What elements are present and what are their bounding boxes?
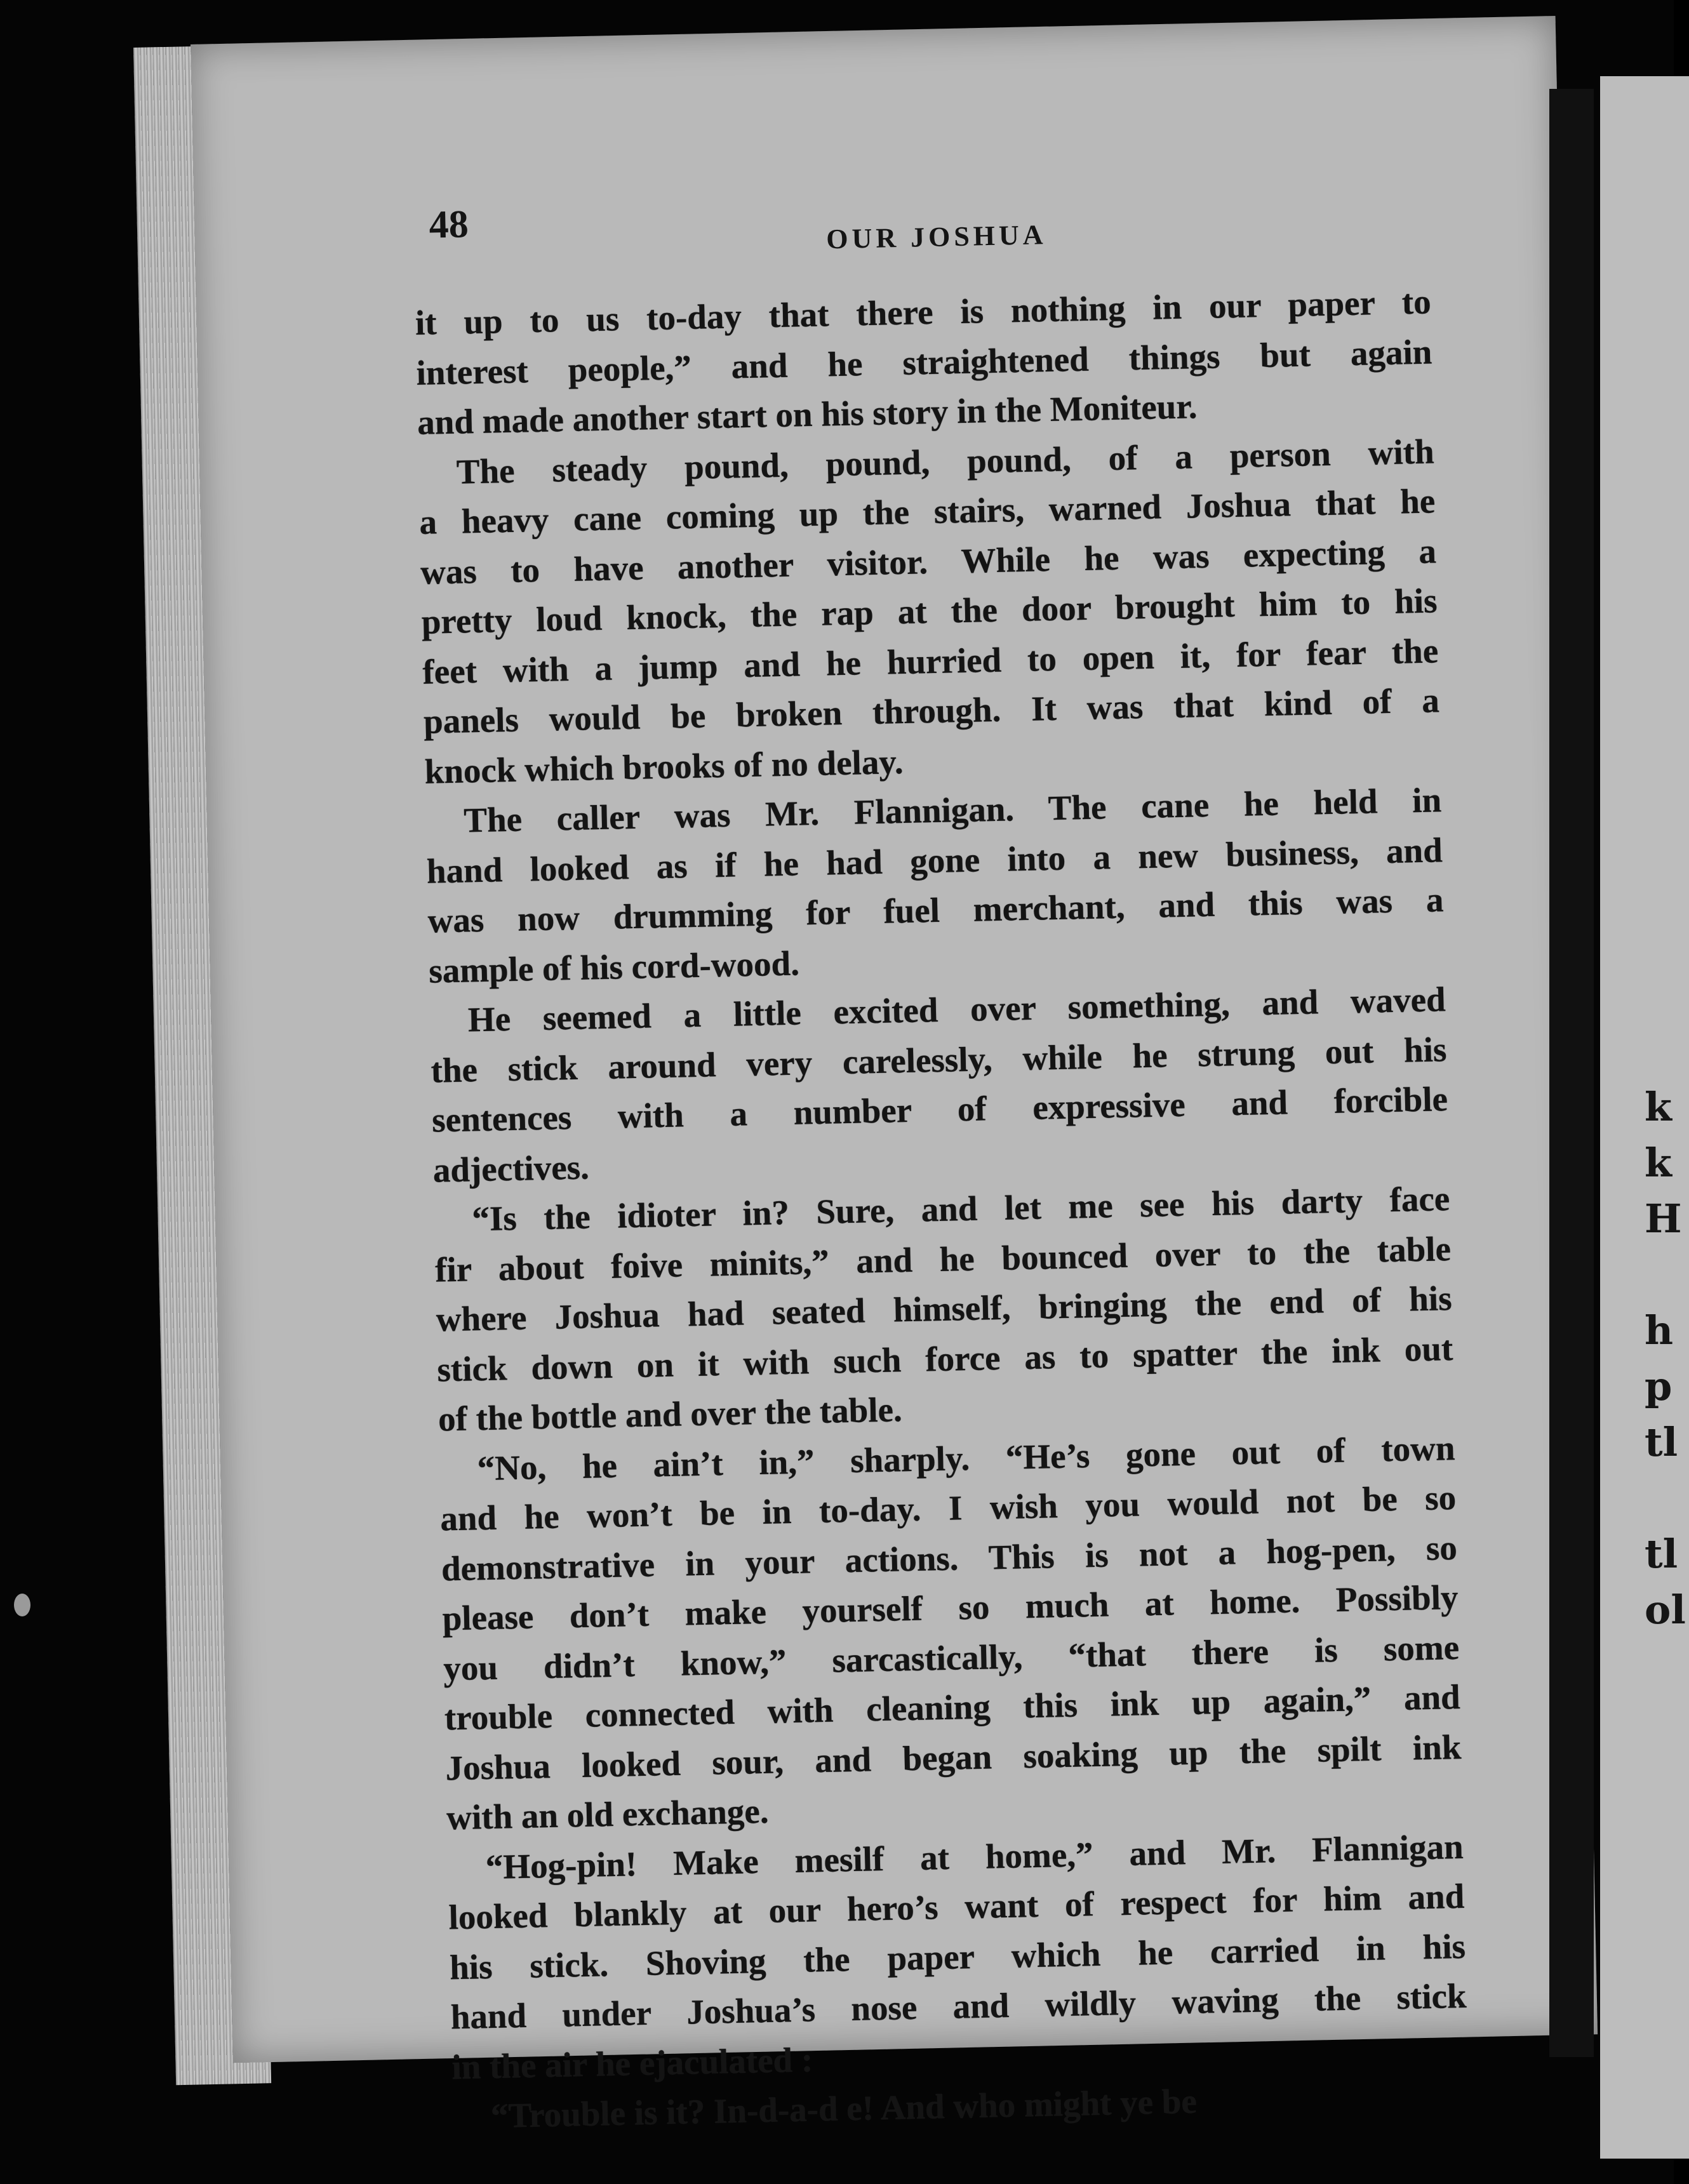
right-page-letter: tl <box>1645 1531 1678 1577</box>
text-line: The steady pound, pound, pound, of a person with <box>456 431 1435 491</box>
text-line: hand looked as if he had gone into a new business, and <box>426 830 1443 891</box>
page-number: 48 <box>429 203 469 247</box>
right-page-letter: H <box>1645 1195 1682 1242</box>
text-line: the stick around very carelessly, while he strung out his <box>430 1029 1447 1090</box>
text-line: a heavy cane coming up the stairs, warned Joshua that he <box>418 481 1436 542</box>
right-page-letter <box>1645 1470 1686 1526</box>
book-gutter <box>1549 89 1594 2057</box>
text-line: sentences with a number of expressive and forcible <box>431 1079 1448 1140</box>
running-head: OUR JOSHUA <box>825 219 1048 255</box>
text-line: He seemed a little excited over something, and waved <box>467 980 1446 1039</box>
text-line: The caller was Mr. Flannigan. The cane he held in <box>463 780 1442 840</box>
right-page-letter: k <box>1645 1140 1672 1186</box>
text-line: “Hog-pin! Make mesilf at home,” and Mr. Flannigan <box>485 1827 1464 1886</box>
right-page-letter: ol <box>1645 1587 1686 1633</box>
right-page-letter <box>1645 1247 1686 1303</box>
text-line: was to have another visitor. While he was expecting a <box>420 531 1437 592</box>
text-line: you didn’t know,” sarcastically, “that there is some <box>443 1627 1460 1688</box>
text-line: and he won’t be in to-day. I wish you would not be so <box>439 1478 1457 1538</box>
text-line: and made another start on his story in the Moniteur. <box>417 387 1198 442</box>
text-line: feet with a jump and he hurried to open it, for fear the <box>422 630 1439 691</box>
text-line: stick down on it with such force as to spatter the ink out <box>436 1328 1453 1389</box>
text-line: please don’t make yourself so much at home. Possibly <box>442 1578 1459 1638</box>
text-line: “No, he ain’t in,” sharply. “He’s gone out of town <box>477 1428 1456 1488</box>
text-line: looked blankly at our hero’s want of respect for him and <box>448 1876 1465 1937</box>
text-line: pretty loud knock, the rap at the door brought him to his <box>421 581 1438 641</box>
text-line: hand under Joshua’s nose and wildly waving the stick <box>450 1976 1467 2037</box>
text-line: knock which brooks of no delay. <box>424 742 904 791</box>
right-page-text-fragment <box>1645 1079 1686 1638</box>
text-line: trouble connected with cleaning this ink up again,” and <box>444 1677 1461 1738</box>
page-text-block <box>413 182 1469 2141</box>
text-line: his stick. Shoving the paper which he carried in his <box>449 1926 1466 1987</box>
text-line: interest people,” and he straightened things but again <box>415 331 1432 392</box>
text-line: panels would be broken through. It was that kind of a <box>423 681 1440 741</box>
right-page-letter: tl <box>1645 1419 1678 1465</box>
text-line: adjectives. <box>432 1147 590 1190</box>
text-line: fir about foive minits,” and he bounced over to the table <box>434 1228 1452 1289</box>
margin-spot <box>14 1594 30 1616</box>
text-line: demonstrative in your actions. This is not a hog-pen, so <box>441 1528 1458 1588</box>
text-line: of the bottle and over the table. <box>437 1390 903 1439</box>
text-line: “Trouble is it? In-d-a-d e! And who might ye be <box>490 2081 1198 2136</box>
text-line: in the air he ejaculated : <box>451 2039 813 2086</box>
right-page-letter: p <box>1645 1363 1672 1409</box>
text-line: was now drumming for fuel merchant, and this was a <box>427 880 1444 940</box>
text-line: Joshua looked sour, and began soaking up the spilt ink <box>444 1727 1462 1787</box>
right-page-letter: h <box>1645 1307 1674 1354</box>
body-text <box>415 277 1469 2141</box>
text-line: where Joshua had seated himself, bringing the end of his <box>436 1279 1453 1339</box>
text-line: “Is the idioter in? Sure, and let me see his darty face <box>471 1179 1450 1239</box>
text-line: it up to us to-day that there is nothing in our paper to <box>415 282 1432 342</box>
text-line: sample of his cord-wood. <box>428 943 800 990</box>
right-page-letter: k <box>1645 1084 1672 1130</box>
text-line: with an old exchange. <box>446 1791 770 1837</box>
